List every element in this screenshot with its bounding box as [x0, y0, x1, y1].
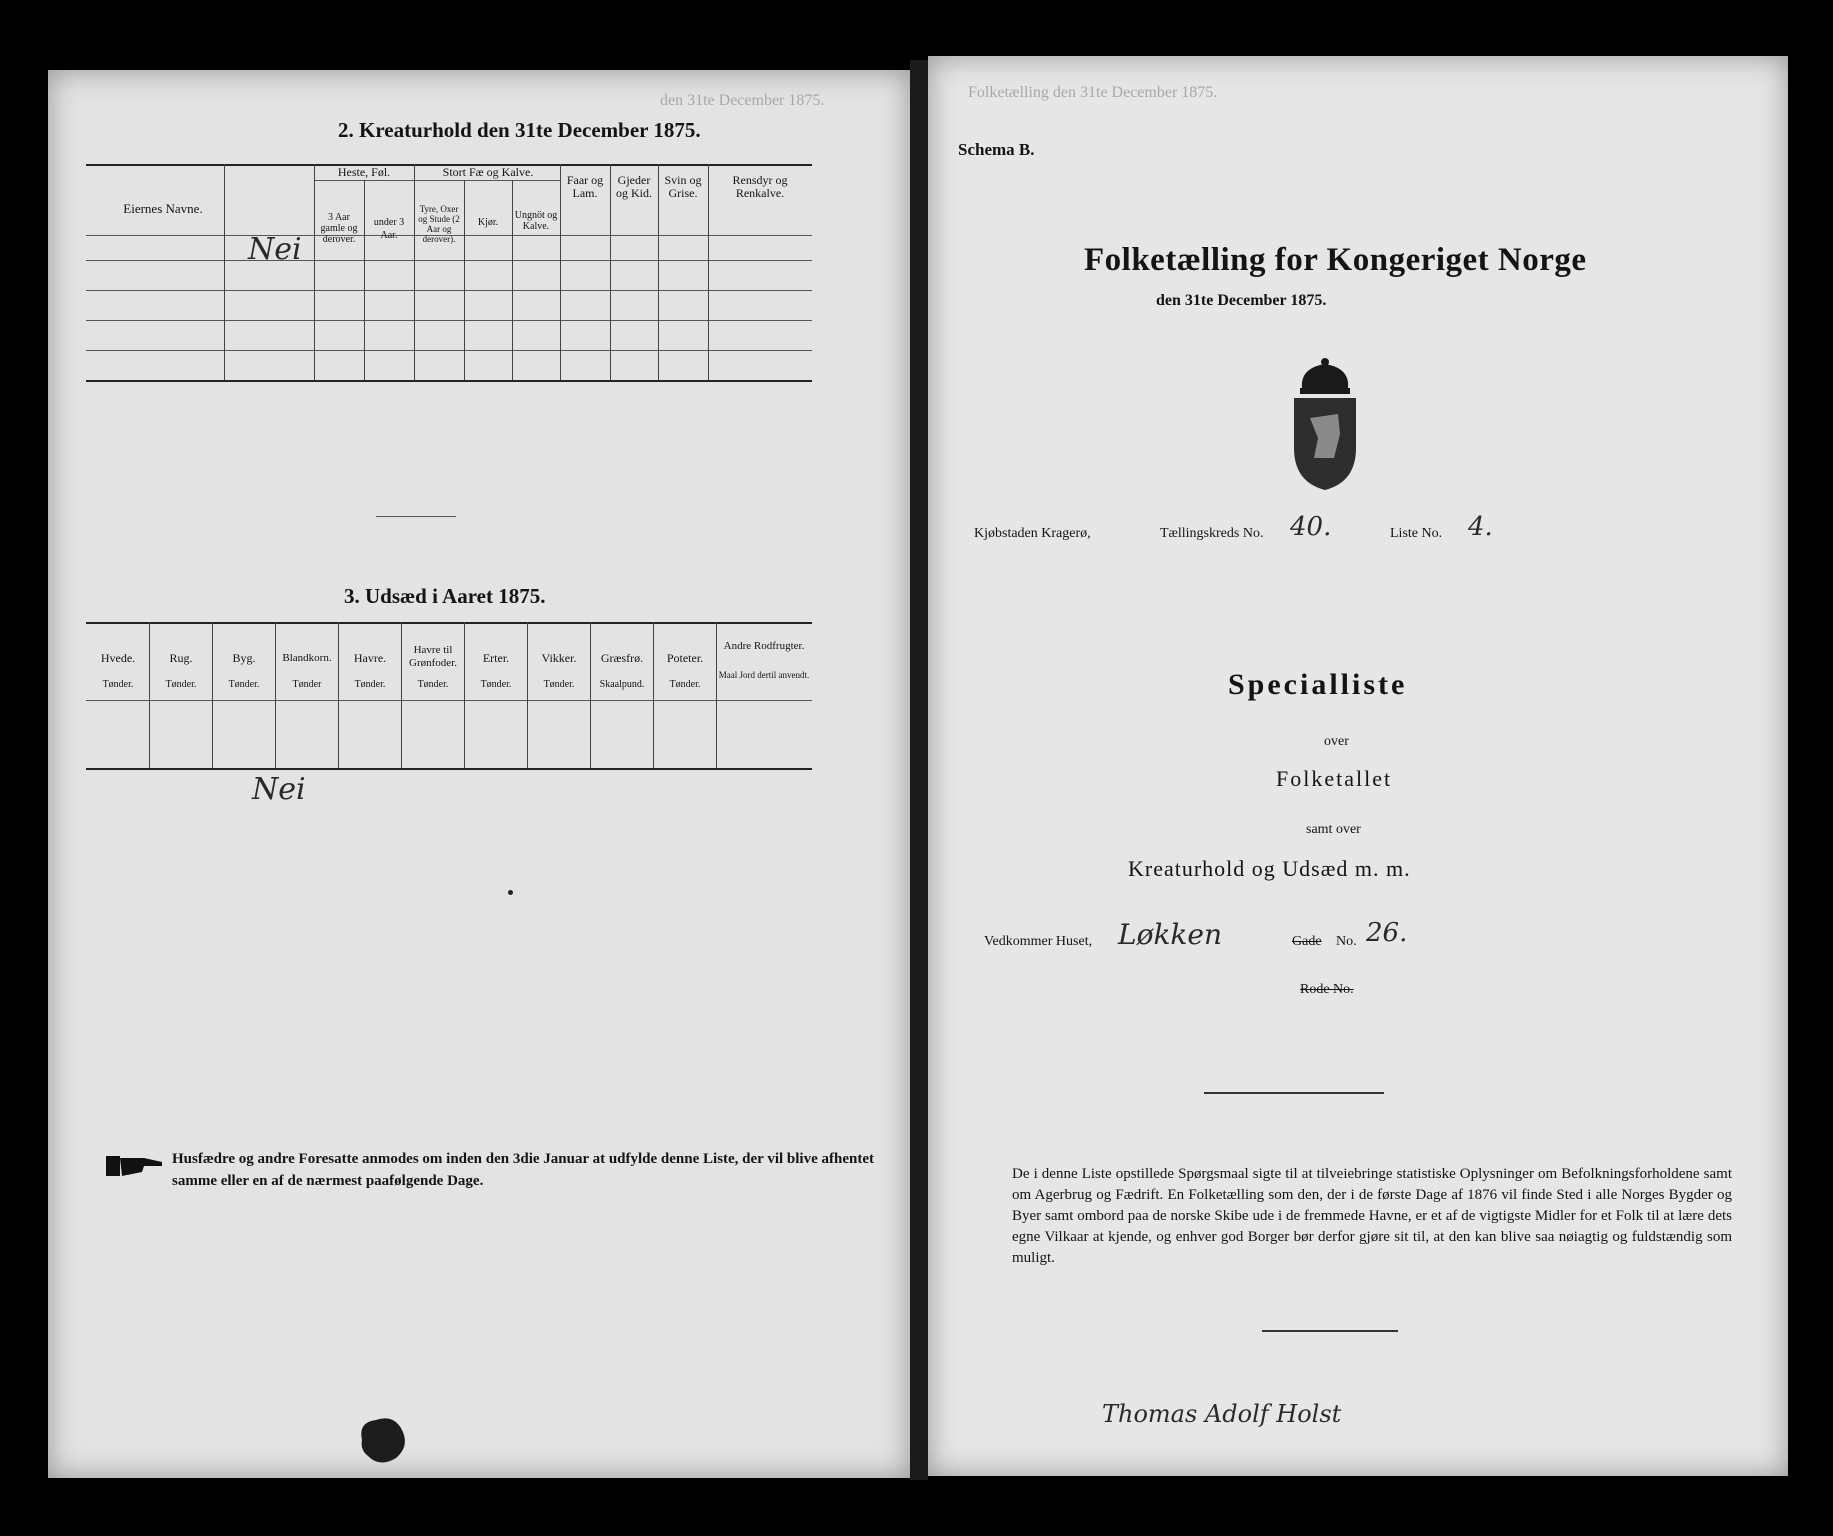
pointing-hand-icon: [104, 1150, 166, 1180]
district-value: 40.: [1290, 512, 1332, 542]
location-label: Kjøbstaden Kragerø,: [974, 526, 1091, 541]
bleed-header-right: Folketælling den 31te December 1875.: [968, 84, 1218, 101]
table-col-line: [149, 622, 150, 768]
col-unit: Tønder.: [417, 679, 449, 690]
col-header-cattle-cows: Kjør.: [477, 217, 499, 228]
coat-of-arms-icon: [1280, 358, 1370, 494]
table-col-line: [708, 164, 709, 380]
street-no-label: No.: [1336, 934, 1357, 949]
house-value: Løkken: [1118, 918, 1222, 951]
section2-title: 2. Kreaturhold den 31te December 1875.: [338, 118, 701, 142]
table-rule: [86, 260, 812, 261]
divider-line: [1262, 1330, 1398, 1332]
table-col-line: [275, 622, 276, 768]
col-header-horses: Heste, Føl.: [337, 165, 391, 179]
table-col-line: [464, 180, 465, 380]
table-col-line: [212, 622, 213, 768]
rode-label: Rode No.: [1300, 982, 1354, 997]
main-title: Folketælling for Kongeriget Norge: [1084, 242, 1587, 278]
table-col-line: [658, 164, 659, 380]
table-col-line: [512, 180, 513, 380]
table-rule: [86, 622, 812, 624]
col-header-potatoes: Poteter.: [666, 651, 704, 665]
folketallet-heading: Folketallet: [1276, 766, 1393, 791]
col-unit: Tønder.: [165, 679, 197, 690]
list-label: Liste No.: [1390, 526, 1443, 541]
left-page: [48, 70, 910, 1478]
ink-blot: [352, 1410, 412, 1470]
col-unit: Tønder.: [669, 679, 701, 690]
livestock-entry: Nei: [248, 232, 302, 267]
col-unit: Tønder.: [354, 679, 386, 690]
table-col-line: [527, 622, 528, 768]
table-col-line: [590, 622, 591, 768]
table-col-line: [401, 622, 402, 768]
col-unit: Tønder.: [480, 679, 512, 690]
col-header-goats: Gjeder og Kid.: [616, 173, 652, 200]
over-label: over: [1324, 734, 1349, 749]
book-spine: [910, 60, 928, 1480]
list-value: 4.: [1468, 512, 1493, 542]
body-paragraph: De i denne Liste opstillede Spørgsmaal sigte til at tilveiebringe statistiske Oplysninger om Befolkningsforholdene samt om Agerbrug og Fædrift. En Folketælling som den, der i de første Dage af 1876 vil finde Sted i alle Norges Bygder og Byer samt ombord paa de norske Skibe ude i de fremmede Havne, er et af de vigtigste Midler for et Folk til at lære dets egne Vilkaar at kjende, og enhver god Borger bør derfor gjøre sit til, at den kan blive saa nøiagtig og fuldstændig som muligt.: [1012, 1166, 1732, 1266]
col-header-other-roots: Andre Rodfrugter.: [723, 640, 805, 652]
bleed-header-left: den 31te December 1875.: [660, 92, 825, 109]
col-unit: Tønder.: [543, 679, 575, 690]
table-col-line: [464, 622, 465, 768]
table-rule: [414, 180, 560, 181]
col-header-horses-young: under 3 Aar.: [373, 217, 405, 241]
col-header-rye: Rug.: [169, 651, 193, 665]
section-divider: [376, 516, 456, 517]
col-header-oats-green: Havre til Grønfoder.: [409, 644, 457, 669]
table-rule: [86, 320, 812, 321]
table-col-line: [716, 622, 717, 768]
ink-dot: [508, 890, 513, 895]
district-label: Tællingskreds No.: [1160, 526, 1264, 541]
col-header-cattle-oxen: Tyre, Oxer og Stude (2 Aar og derover).: [418, 204, 460, 244]
table-col-line: [560, 164, 561, 380]
schema-label: Schema B.: [958, 140, 1035, 159]
col-header-grass-seed: Græsfrø.: [600, 651, 644, 665]
main-subtitle: den 31te December 1875.: [1156, 292, 1327, 309]
section3-title: 3. Udsæd i Aaret 1875.: [344, 584, 546, 608]
kreatur-heading: Kreaturhold og Udsæd m. m.: [1128, 856, 1411, 881]
signature: Thomas Adolf Holst: [1102, 1400, 1342, 1428]
table-rule: [86, 380, 812, 382]
table-col-line: [224, 164, 225, 380]
samt-over-label: samt over: [1306, 822, 1361, 837]
street-no-value: 26.: [1366, 918, 1408, 948]
col-unit: Tønder.: [102, 679, 134, 690]
table-rule: [86, 290, 812, 291]
notice-text: Husfædre og andre Foresatte anmodes om inden den 3die Januar at udfylde denne Liste, der vil blive afhentet samme eller en af de nærmest paafølgende Dage.: [172, 1151, 874, 1189]
table-rule: [86, 350, 812, 351]
table-col-line: [414, 164, 415, 380]
table-col-line: [314, 164, 315, 380]
col-header-oats: Havre.: [353, 651, 387, 665]
specialliste-heading: Specialliste: [1228, 668, 1408, 701]
col-header-cattle-young: Ungnöt og Kalve.: [514, 210, 558, 232]
col-header-peas: Erter.: [482, 651, 510, 665]
col-header-wheat: Hvede.: [100, 651, 136, 665]
sowing-entry: Nei: [252, 772, 306, 807]
col-header-reindeer: Rensdyr og Renkalve.: [732, 173, 788, 200]
table-rule: [86, 700, 812, 701]
col-header-mixed-grain: Blandkorn.: [282, 652, 332, 664]
table-col-line: [338, 622, 339, 768]
col-header-cattle: Stort Fæ og Kalve.: [442, 165, 534, 179]
divider-line: [1204, 1092, 1384, 1094]
table-col-line: [653, 622, 654, 768]
table-col-line: [610, 164, 611, 380]
col-unit: Maal Jord dertil anvendt.: [718, 670, 810, 680]
col-unit: Tønder.: [228, 679, 260, 690]
table-col-line: [364, 180, 365, 380]
house-label: Vedkommer Huset,: [984, 934, 1093, 949]
col-header-pigs: Svin og Grise.: [664, 173, 702, 200]
col-header-sheep: Faar og Lam.: [566, 173, 604, 200]
col-unit: Tønder: [292, 679, 322, 690]
street-label: Gade: [1292, 934, 1322, 949]
right-page: [928, 56, 1788, 1476]
col-header-barley: Byg.: [232, 651, 256, 665]
table-rule: [86, 768, 812, 770]
col-unit: Skaalpund.: [599, 679, 645, 690]
col-header-vetch: Vikker.: [541, 651, 577, 665]
col-header-horses-old: 3 Aar gamle og derover.: [320, 212, 358, 245]
col-header-owner: Eiernes Navne.: [123, 201, 203, 216]
